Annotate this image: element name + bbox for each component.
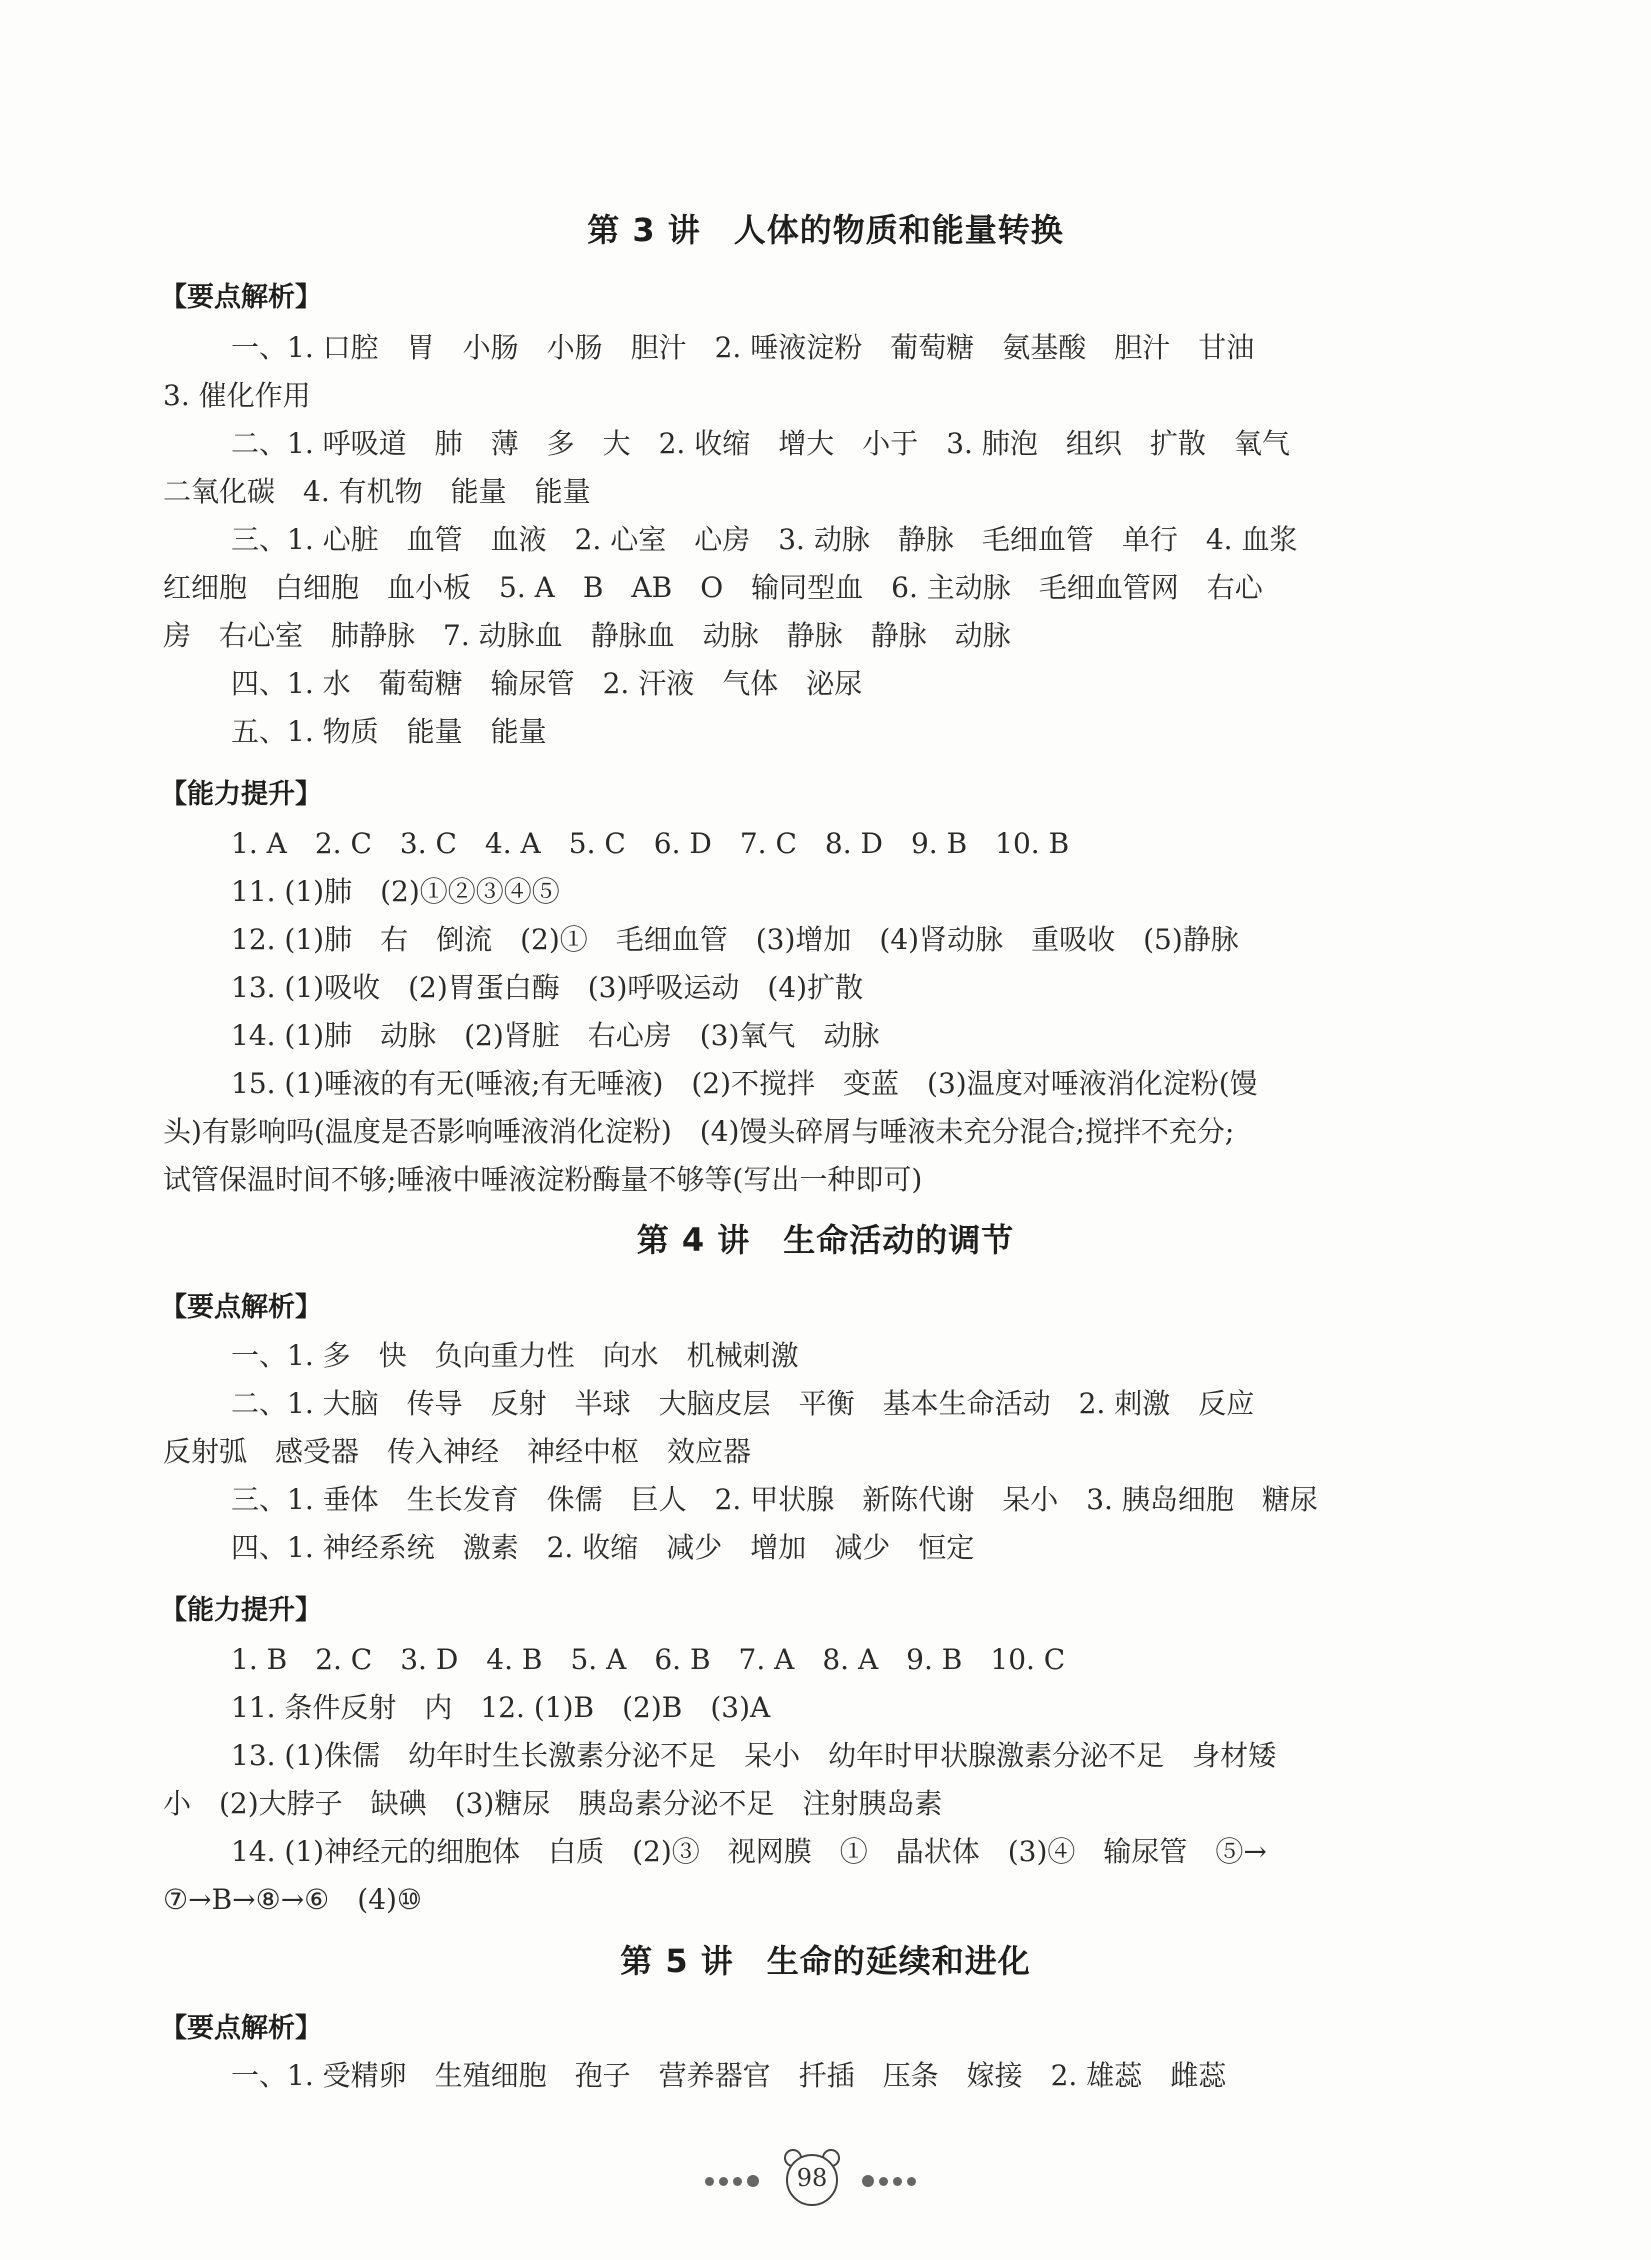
- s4-kp-line: 三、1. 垂体 生长发育 侏儒 巨人 2. 甲状腺 新陈代谢 呆小 3. 胰岛细胞 糖尿: [231, 1483, 1318, 1516]
- s3-ab-line: 15. (1)唾液的有无(唾液;有无唾液) (2)不搅拌 变蓝 (3)温度对唾液消化淀粉(馒: [231, 1067, 1258, 1100]
- s4-kp-line: 一、1. 多 快 负向重力性 向水 机械刺激: [231, 1339, 799, 1372]
- s3-ab-line: 11. (1)肺 (2)①②③④⑤: [231, 875, 560, 908]
- page-number: 98: [796, 2164, 828, 2192]
- dot-icon: [879, 2177, 888, 2186]
- s3-ab-line: 试管保温时间不够;唾液中唾液淀粉酶量不够等(写出一种即可): [163, 1163, 923, 1196]
- s3-kp-line: 二氧化碳 4. 有机物 能量 能量: [163, 475, 591, 508]
- s4-ab-line: 小 (2)大脖子 缺碘 (3)糖尿 胰岛素分泌不足 注射胰岛素: [163, 1787, 943, 1820]
- dot-icon: [862, 2175, 874, 2187]
- s3-ab-line: 头)有影响吗(温度是否影响唾液消化淀粉) (4)馒头碎屑与唾液未充分混合;搅拌不充分;: [163, 1115, 1235, 1148]
- s3-kp-line: 四、1. 水 葡萄糖 输尿管 2. 汗液 气体 泌尿: [231, 667, 863, 700]
- page-number-badge: [780, 2144, 844, 2208]
- s4-ab-line: 1. B 2. C 3. D 4. B 5. A 6. B 7. A 8. A 9. B 10. C: [231, 1643, 1066, 1676]
- s3-ab-line: 1. A 2. C 3. C 4. A 5. C 6. D 7. C 8. D 9. B 10. B: [231, 827, 1070, 860]
- section-3-title: 第 3 讲 人体的物质和能量转换: [587, 211, 1064, 249]
- section-3-key-points-heading: 【要点解析】: [160, 282, 322, 313]
- dot-icon: [705, 2177, 714, 2186]
- section-4-key-points-heading: 【要点解析】: [160, 1292, 322, 1323]
- section-4-ability-heading: 【能力提升】: [160, 1595, 322, 1626]
- s3-ab-line: 12. (1)肺 右 倒流 (2)① 毛细血管 (3)增加 (4)肾动脉 重吸收 (5)静脉: [231, 923, 1239, 956]
- dot-icon: [733, 2177, 742, 2186]
- section-5-title: 第 5 讲 生命的延续和进化: [620, 1942, 1031, 1980]
- s4-ab-line: 14. (1)神经元的细胞体 白质 (2)③ 视网膜 ① 晶状体 (3)④ 输尿管 ⑤→: [231, 1835, 1267, 1868]
- s5-kp-line: 一、1. 受精卵 生殖细胞 孢子 营养器官 扦插 压条 嫁接 2. 雄蕊 雌蕊: [231, 2059, 1227, 2092]
- s4-ab-line: 13. (1)侏儒 幼年时生长激素分泌不足 呆小 幼年时甲状腺激素分泌不足 身材矮: [231, 1739, 1277, 1772]
- dot-icon: [893, 2177, 902, 2186]
- s4-kp-line: 反射弧 感受器 传入神经 神经中枢 效应器: [163, 1435, 752, 1468]
- footer-dots-left: [705, 2175, 759, 2187]
- s3-kp-line: 二、1. 呼吸道 肺 薄 多 大 2. 收缩 增大 小于 3. 肺泡 组织 扩散 氧气: [231, 427, 1290, 460]
- s3-kp-line: 3. 催化作用: [163, 379, 311, 412]
- dot-icon: [747, 2175, 759, 2187]
- s3-kp-line: 红细胞 白细胞 血小板 5. A B AB O 输同型血 6. 主动脉 毛细血管网 右心: [163, 571, 1263, 604]
- s3-ab-line: 13. (1)吸收 (2)胃蛋白酶 (3)呼吸运动 (4)扩散: [231, 971, 864, 1004]
- s4-kp-line: 四、1. 神经系统 激素 2. 收缩 减少 增加 减少 恒定: [231, 1531, 975, 1564]
- s4-ab-line: 11. 条件反射 内 12. (1)B (2)B (3)A: [231, 1691, 771, 1724]
- s3-kp-line: 一、1. 口腔 胃 小肠 小肠 胆汁 2. 唾液淀粉 葡萄糖 氨基酸 胆汁 甘油: [231, 331, 1255, 364]
- footer-dots-right: [862, 2175, 916, 2187]
- section-4-title: 第 4 讲 生命活动的调节: [636, 1221, 1015, 1259]
- s3-kp-line: 房 右心室 肺静脉 7. 动脉血 静脉血 动脉 静脉 静脉 动脉: [163, 619, 1011, 652]
- s3-ab-line: 14. (1)肺 动脉 (2)肾脏 右心房 (3)氧气 动脉: [231, 1019, 880, 1052]
- page-footer: [0, 2140, 1651, 2220]
- s3-kp-line: 五、1. 物质 能量 能量: [231, 715, 547, 748]
- section-5-key-points-heading: 【要点解析】: [160, 2013, 322, 2044]
- dot-icon: [719, 2177, 728, 2186]
- dot-icon: [907, 2177, 916, 2186]
- s3-kp-line: 三、1. 心脏 血管 血液 2. 心室 心房 3. 动脉 静脉 毛细血管 单行 4. 血浆: [231, 523, 1298, 556]
- s4-ab-line: ⑦→B→⑧→⑥ (4)⑩: [163, 1883, 423, 1916]
- s4-kp-line: 二、1. 大脑 传导 反射 半球 大脑皮层 平衡 基本生命活动 2. 刺激 反应: [231, 1387, 1255, 1420]
- section-3-ability-heading: 【能力提升】: [160, 779, 322, 810]
